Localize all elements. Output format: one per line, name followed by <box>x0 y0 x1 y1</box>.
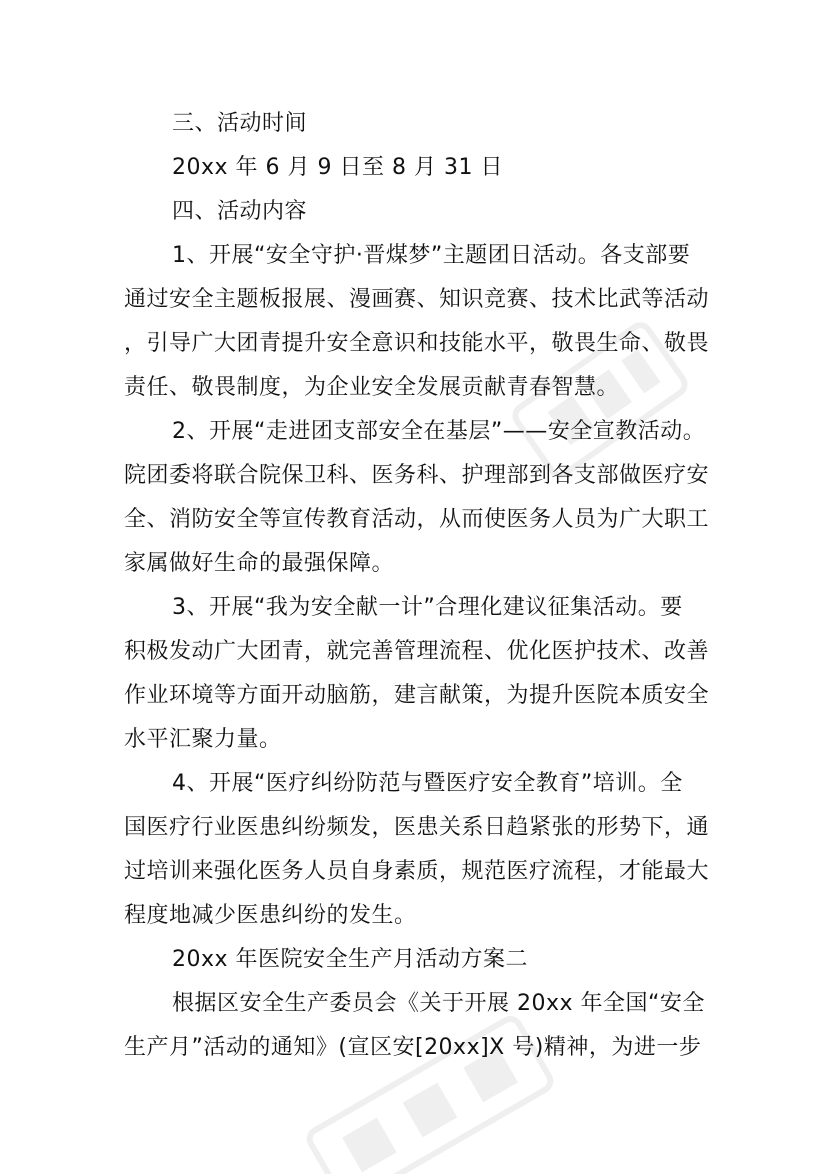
paragraph-line: ，引导广大团青提升安全意识和技能水平，敬畏生命、敬畏 <box>124 331 710 356</box>
heading-activity-content: 四、活动内容 <box>172 199 308 224</box>
paragraph-line: 通过安全主题板报展、漫画赛、知识竞赛、技术比武等活动 <box>124 287 710 312</box>
paragraph-line: 作业环境等方面开动脑筋，建言献策，为提升医院本质安全 <box>124 683 710 708</box>
paragraph-line: 根据区安全生产委员会《关于开展 20xx 年全国“安全 <box>172 991 705 1016</box>
paragraph-line: 生产月”活动的通知》(宣区安[20xx]X 号)精神，为进一步 <box>124 1035 702 1060</box>
paragraph-line: 过培训来强化医务人员自身素质，规范医疗流程，才能最大 <box>124 859 710 884</box>
heading-activity-time: 三、活动时间 <box>172 111 308 136</box>
document-body <box>124 102 710 1070</box>
section-title-plan-two: 20xx 年医院安全生产月活动方案二 <box>172 947 529 972</box>
paragraph-line: 责任、敬畏制度，为企业安全发展贡献青春智慧。 <box>124 375 620 400</box>
paragraph-line: 3、开展“我为安全献一计”合理化建议征集活动。要 <box>172 595 683 620</box>
paragraph-line: 4、开展“医疗纠纷防范与暨医疗安全教育”培训。全 <box>172 771 683 796</box>
activity-date-range: 20xx 年 6 月 9 日至 8 月 31 日 <box>172 155 503 180</box>
paragraph-line: 积极发动广大团青，就完善管理流程、优化医护技术、改善 <box>124 639 710 664</box>
paragraph-line: 1、开展“安全守护·晋煤梦”主题团日活动。各支部要 <box>172 243 691 268</box>
paragraph-line: 2、开展“走进团支部安全在基层”——安全宣教活动。 <box>172 419 706 444</box>
paragraph-line: 院团委将联合院保卫科、医务科、护理部到各支部做医疗安 <box>124 463 710 488</box>
paragraph-line: 全、消防安全等宣传教育活动，从而使医务人员为广大职工 <box>124 507 710 532</box>
paragraph-line: 水平汇聚力量。 <box>124 727 282 752</box>
paragraph-line: 国医疗行业医患纠纷频发，医患关系日趋紧张的形势下，通 <box>124 815 710 840</box>
paragraph-line: 家属做好生命的最强保障。 <box>124 551 395 576</box>
paragraph-line: 程度地减少医患纠纷的发生。 <box>124 903 417 928</box>
